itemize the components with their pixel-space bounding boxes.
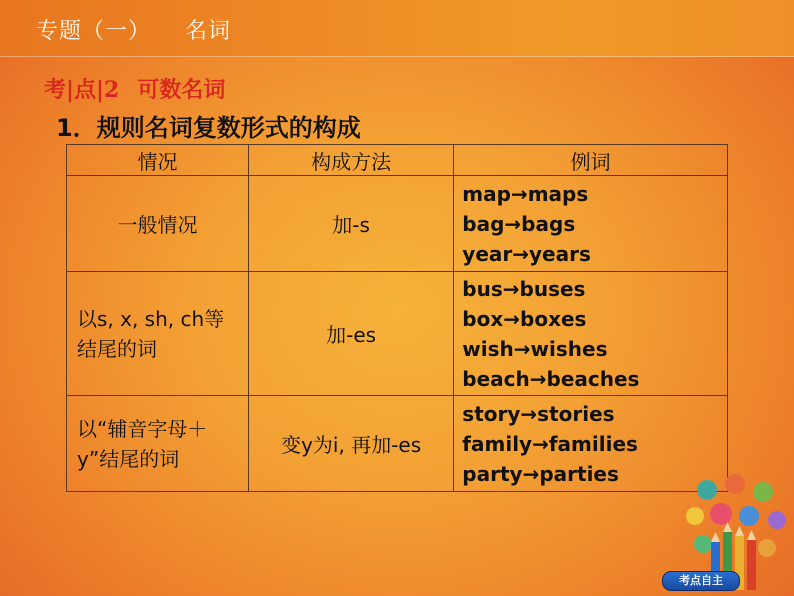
bubble-icon	[710, 503, 732, 525]
method-cell: 变y为i, 再加-es	[248, 396, 453, 492]
pencil-tip-icon	[711, 532, 720, 542]
example-item: family→families	[462, 431, 638, 456]
examples-cell	[454, 272, 728, 396]
header-method: 构成方法	[248, 145, 453, 176]
header-bar	[0, 0, 794, 57]
case-cell: 一般情况	[67, 176, 249, 272]
bubble-icon	[694, 535, 712, 553]
example-item: year→years	[462, 241, 591, 266]
examples-cell	[454, 176, 728, 272]
pencil-icon	[747, 540, 756, 590]
topic-label: 专题（一）	[36, 19, 152, 44]
bubble-icon	[725, 474, 745, 494]
pencil-tip-icon	[747, 530, 756, 540]
case-cell	[67, 396, 249, 492]
table-row	[67, 176, 728, 272]
case-cell	[67, 272, 249, 396]
example-item: box→boxes	[462, 306, 587, 331]
bubble-icon	[753, 482, 773, 502]
bubble-icon	[697, 480, 717, 500]
example-item: bag→bags	[462, 211, 576, 236]
bubble-icon	[686, 507, 704, 525]
self-study-button[interactable]: 考点自主	[662, 571, 740, 591]
example-item: wish→wishes	[462, 336, 608, 361]
method-cell: 加-s	[248, 176, 453, 272]
example-item: beach→beaches	[462, 366, 640, 391]
point-name: 可数名词	[137, 77, 226, 103]
header-title	[36, 14, 231, 45]
table-row	[67, 396, 728, 492]
case-text: 以s, x, sh, ch等结尾的词	[77, 306, 225, 361]
pencil-tip-icon	[735, 526, 744, 536]
table-row	[67, 272, 728, 396]
bubble-icon	[768, 511, 786, 529]
example-item: map→maps	[462, 181, 589, 206]
bubble-icon	[758, 539, 776, 557]
example-item: story→stories	[462, 401, 615, 426]
plural-rules-table	[66, 144, 728, 492]
header-case: 情况	[67, 145, 249, 176]
bubble-icon	[739, 506, 759, 526]
section-subtitle: 1．规则名词复数形式的构成	[56, 114, 361, 142]
point-label: 考|点|2	[44, 77, 120, 103]
case-text: 以“辅音字母＋y”结尾的词	[77, 416, 208, 471]
header-examples: 例词	[454, 145, 728, 176]
table-header-row	[67, 145, 728, 176]
point-heading	[44, 73, 225, 104]
example-item: party→parties	[462, 461, 619, 486]
method-cell: 加-es	[248, 272, 453, 396]
example-item: bus→buses	[462, 276, 586, 301]
topic-title: 名词	[185, 19, 232, 44]
